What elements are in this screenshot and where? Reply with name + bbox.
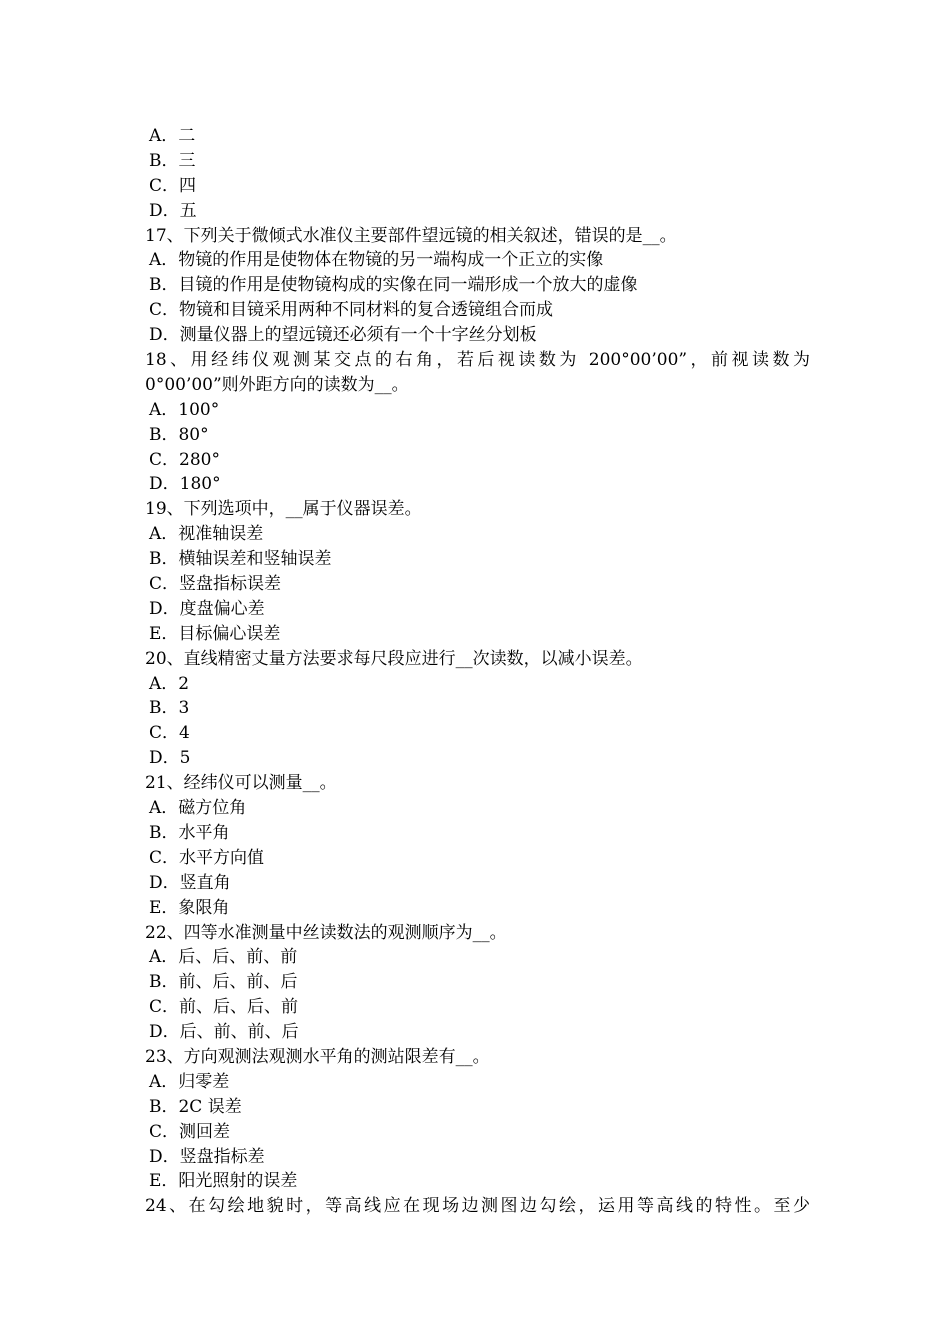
answer-option: B．水平角: [149, 822, 230, 843]
question-text: 24、在勾绘地貌时，等高线应在现场边测图边勾绘，运用等高线的特性。至少: [145, 1196, 810, 1217]
question-text: 18、用经纬仪观测某交点的右角，若后视读数为 200°00’00”，前视读数为: [145, 350, 810, 371]
answer-option: B．3: [149, 698, 190, 719]
answer-option: C．竖盘指标误差: [149, 574, 282, 595]
document-body: [145, 124, 810, 1219]
answer-option: B．2C 误差: [149, 1096, 242, 1117]
question-text: 21、经纬仪可以测量__。: [145, 773, 337, 794]
answer-option: A．后、后、前、前: [149, 947, 298, 968]
answer-option: C．四: [149, 175, 197, 196]
answer-option: B．前、后、前、后: [149, 972, 298, 993]
answer-option: A．磁方位角: [149, 798, 247, 819]
answer-option: A．归零差: [149, 1071, 230, 1092]
answer-option: B．目镜的作用是使物镜构成的实像在同一端形成一个放大的虚像: [149, 275, 638, 296]
answer-option: C．物镜和目镜采用两种不同材料的复合透镜组合而成: [149, 300, 554, 321]
answer-option: D．后、前、前、后: [149, 1022, 299, 1043]
answer-option: A．二: [149, 126, 196, 146]
answer-option: C．测回差: [149, 1121, 231, 1142]
answer-option: C．4: [149, 723, 190, 744]
answer-option: E．象限角: [149, 897, 230, 918]
answer-option: A．视准轴误差: [149, 524, 264, 545]
answer-option: C．水平方向值: [149, 847, 265, 868]
question-text: 20、直线精密丈量方法要求每尺段应进行__次读数，以减小误差。: [145, 648, 643, 669]
answer-option: C．280°: [149, 449, 220, 470]
question-text: 23、方向观测法观测水平角的测站限差有__。: [145, 1046, 490, 1067]
answer-option: D．测量仪器上的望远镜还必须有一个十字丝分划板: [149, 325, 537, 346]
answer-option: B．横轴误差和竖轴误差: [149, 549, 332, 570]
question-text: 0°00’00”则外距方向的读数为__。: [145, 374, 409, 395]
answer-option: D．竖直角: [149, 872, 231, 893]
answer-option: D．5: [149, 748, 191, 769]
answer-option: E．目标偏心误差: [149, 623, 281, 644]
answer-option: B．80°: [149, 424, 209, 445]
answer-option: D．竖盘指标差: [149, 1146, 265, 1167]
answer-option: C．前、后、后、前: [149, 997, 299, 1018]
question-text: 22、四等水准测量中丝读数法的观测顺序为__。: [145, 922, 507, 943]
answer-option: D．180°: [149, 474, 221, 495]
answer-option: D．度盘偏心差: [149, 598, 265, 619]
question-text: 17、下列关于微倾式水准仪主要部件望远镜的相关叙述，错误的是__。: [145, 225, 677, 246]
answer-option: A．2: [149, 673, 190, 694]
answer-option: A．物镜的作用是使物体在物镜的另一端构成一个正立的实像: [149, 250, 604, 271]
question-text: 19、下列选项中，__属于仪器误差。: [145, 499, 422, 520]
answer-option: E．阳光照射的误差: [149, 1171, 298, 1192]
answer-option: B．三: [149, 150, 196, 171]
answer-option: D．五: [149, 200, 197, 221]
answer-option: A．100°: [149, 399, 220, 420]
